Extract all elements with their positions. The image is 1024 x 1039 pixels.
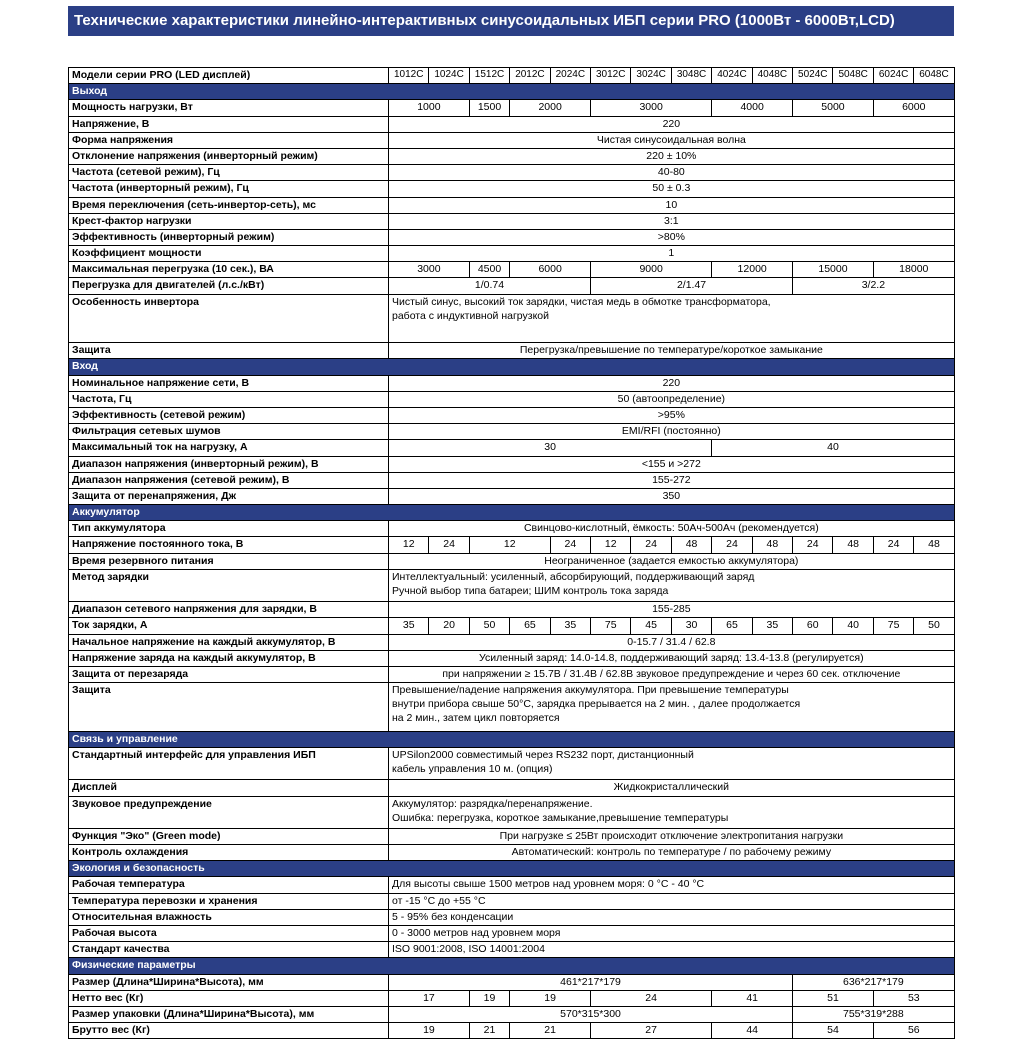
spec-row <box>69 181 955 197</box>
spec-value: 12 <box>389 537 429 553</box>
spec-value: Интеллектуальный: усиленный, абсорбирующий, поддерживающий заряд Ручной выбор типа батареи; ШИМ контроль тока заряда <box>389 569 955 601</box>
spec-value: 48 <box>914 537 954 553</box>
model-name: 2024C <box>550 68 590 84</box>
spec-value: 75 <box>591 618 631 634</box>
spec-label: Крест-фактор нагрузки <box>69 213 389 229</box>
spec-value: 48 <box>671 537 711 553</box>
spec-value: 570*315*300 <box>389 1006 793 1022</box>
spec-label: Время резервного питания <box>69 553 389 569</box>
spec-value: 21 <box>510 1023 591 1039</box>
spec-value: 755*319*288 <box>793 1006 955 1022</box>
spec-value: 4500 <box>469 262 509 278</box>
spec-label: Максимальная перегрузка (10 сек.), ВА <box>69 262 389 278</box>
spec-value: 24 <box>591 990 712 1006</box>
spec-label: Рабочая высота <box>69 926 389 942</box>
spec-label: Особенность инвертора <box>69 294 389 343</box>
spec-value: >95% <box>389 407 955 423</box>
spec-value: 27 <box>591 1023 712 1039</box>
spec-value: Для высоты свыше 1500 метров над уровнем моря: 0 °C - 40 °C <box>389 877 955 893</box>
spec-label: Нетто вес (Кг) <box>69 990 389 1006</box>
spec-table-container <box>68 67 955 1039</box>
spec-row <box>69 116 955 132</box>
models-header-label: Модели серии PRO (LED дисплей) <box>69 68 389 84</box>
spec-row <box>69 990 955 1006</box>
spec-value: 30 <box>671 618 711 634</box>
spec-label: Перегрузка для двигателей (л.с./кВт) <box>69 278 389 294</box>
spec-value: 4000 <box>712 100 793 116</box>
spec-label: Рабочая температура <box>69 877 389 893</box>
spec-row <box>69 1006 955 1022</box>
page-title: Технические характеристики линейно-интерактивных синусоидальных ИБП серии PRO (1000Вт - 6000Вт,LCD) <box>68 6 954 36</box>
spec-value: EMI/RFI (постоянно) <box>389 424 955 440</box>
spec-label: Коэффициент мощности <box>69 246 389 262</box>
spec-label: Эффективность (сетевой режим) <box>69 407 389 423</box>
model-name: 5048C <box>833 68 873 84</box>
spec-row <box>69 569 955 601</box>
spec-value: Чистая синусоидальная волна <box>389 132 955 148</box>
spec-value: 12 <box>591 537 631 553</box>
spec-value: 18000 <box>873 262 954 278</box>
spec-label: Фильтрация сетевых шумов <box>69 424 389 440</box>
spec-row <box>69 780 955 796</box>
spec-value: 75 <box>873 618 913 634</box>
spec-row <box>69 407 955 423</box>
spec-label: Брутто вес (Кг) <box>69 1023 389 1039</box>
spec-value: 30 <box>389 440 712 456</box>
section-title: Вход <box>69 359 955 375</box>
spec-label: Диапазон напряжения (инверторный режим), В <box>69 456 389 472</box>
spec-label: Максимальный ток на нагрузку, А <box>69 440 389 456</box>
spec-value: Свинцово-кислотный, ёмкость: 50Ач-500Ач (рекомендуется) <box>389 521 955 537</box>
spec-label: Начальное напряжение на каждый аккумулятор, В <box>69 634 389 650</box>
spec-label: Диапазон напряжения (сетевой режим), В <box>69 472 389 488</box>
spec-value: 2/1.47 <box>591 278 793 294</box>
spec-row <box>69 942 955 958</box>
spec-value: 20 <box>429 618 469 634</box>
spec-value: 5000 <box>793 100 874 116</box>
spec-value: 56 <box>873 1023 954 1039</box>
spec-row <box>69 294 955 343</box>
spec-value: 220 <box>389 375 955 391</box>
spec-value: 35 <box>389 618 429 634</box>
spec-value: Аккумулятор: разрядка/перенапряжение. Ошибка: перегрузка, короткое замыкание,превышение температуры <box>389 796 955 828</box>
spec-row <box>69 602 955 618</box>
spec-value: 461*217*179 <box>389 974 793 990</box>
section-title: Физические параметры <box>69 958 955 974</box>
spec-row <box>69 974 955 990</box>
spec-value: 21 <box>469 1023 509 1039</box>
spec-label: Звуковое предупреждение <box>69 796 389 828</box>
spec-label: Относительная влажность <box>69 909 389 925</box>
spec-row <box>69 683 955 732</box>
spec-table <box>68 67 955 1039</box>
model-name: 6024C <box>873 68 913 84</box>
spec-row <box>69 100 955 116</box>
spec-value: 2000 <box>510 100 591 116</box>
spec-row <box>69 148 955 164</box>
spec-value: 40 <box>712 440 954 456</box>
spec-value: 40 <box>833 618 873 634</box>
spec-label: Ток зарядки, А <box>69 618 389 634</box>
spec-value: 1000 <box>389 100 470 116</box>
spec-value: 48 <box>752 537 792 553</box>
spec-value: 1500 <box>469 100 509 116</box>
spec-label: Защита от перезаряда <box>69 666 389 682</box>
spec-value: 19 <box>510 990 591 1006</box>
spec-row <box>69 796 955 828</box>
spec-row <box>69 197 955 213</box>
spec-label: Эффективность (инверторный режим) <box>69 229 389 245</box>
spec-label: Стандарт качества <box>69 942 389 958</box>
spec-value: 60 <box>793 618 833 634</box>
spec-label: Отклонение напряжения (инверторный режим) <box>69 148 389 164</box>
spec-label: Функция "Эко" (Green mode) <box>69 828 389 844</box>
spec-value: 65 <box>510 618 550 634</box>
spec-row <box>69 650 955 666</box>
spec-value: Автоматический: контроль по температуре / по рабочему режиму <box>389 845 955 861</box>
section-header <box>69 861 955 877</box>
spec-row <box>69 343 955 359</box>
model-name: 4048C <box>752 68 792 84</box>
spec-value: 50 <box>914 618 954 634</box>
model-name: 3012C <box>591 68 631 84</box>
spec-value: 48 <box>833 537 873 553</box>
model-name: 4024C <box>712 68 752 84</box>
spec-value: 51 <box>793 990 874 1006</box>
spec-value: 45 <box>631 618 671 634</box>
section-title: Аккумулятор <box>69 505 955 521</box>
spec-row <box>69 618 955 634</box>
spec-label: Форма напряжения <box>69 132 389 148</box>
spec-label: Размер (Длина*Ширина*Высота), мм <box>69 974 389 990</box>
spec-value: 0 - 3000 метров над уровнем моря <box>389 926 955 942</box>
spec-label: Мощность нагрузки, Вт <box>69 100 389 116</box>
model-name: 6048C <box>914 68 954 84</box>
model-name: 1512C <box>469 68 509 84</box>
spec-label: Дисплей <box>69 780 389 796</box>
spec-label: Частота (сетевой режим), Гц <box>69 165 389 181</box>
spec-row <box>69 229 955 245</box>
spec-value: 220 <box>389 116 955 132</box>
spec-label: Номинальное напряжение сети, В <box>69 375 389 391</box>
spec-value: 44 <box>712 1023 793 1039</box>
spec-row <box>69 909 955 925</box>
spec-row <box>69 877 955 893</box>
spec-value: <155 и >272 <box>389 456 955 472</box>
spec-value: 10 <box>389 197 955 213</box>
spec-row <box>69 926 955 942</box>
spec-value: ISO 9001:2008, ISO 14001:2004 <box>389 942 955 958</box>
spec-value: 50 ± 0.3 <box>389 181 955 197</box>
spec-row <box>69 246 955 262</box>
spec-value: 53 <box>873 990 954 1006</box>
spec-row <box>69 488 955 504</box>
spec-value: 19 <box>389 1023 470 1039</box>
spec-value: 17 <box>389 990 470 1006</box>
spec-value: 1/0.74 <box>389 278 591 294</box>
spec-value: Усиленный заряд: 14.0-14.8, поддерживающий заряд: 13.4-13.8 (регулируется) <box>389 650 955 666</box>
section-title: Связь и управление <box>69 731 955 747</box>
spec-row <box>69 1023 955 1039</box>
spec-value: 3:1 <box>389 213 955 229</box>
spec-value: 24 <box>429 537 469 553</box>
spec-row <box>69 440 955 456</box>
section-title: Экология и безопасность <box>69 861 955 877</box>
model-name: 1024C <box>429 68 469 84</box>
spec-value: 0-15.7 / 31.4 / 62.8 <box>389 634 955 650</box>
spec-value: Неограниченное (задается емкостью аккумулятора) <box>389 553 955 569</box>
spec-value: 12000 <box>712 262 793 278</box>
spec-row <box>69 828 955 844</box>
spec-row <box>69 391 955 407</box>
spec-value: Чистый синус, высокий ток зарядки, чистая медь в обмотке трансформатора, работа с индуктивной нагрузкой <box>389 294 955 343</box>
spec-value: 41 <box>712 990 793 1006</box>
spec-value: 155-285 <box>389 602 955 618</box>
section-title: Выход <box>69 84 955 100</box>
models-header-row <box>69 68 955 84</box>
spec-row <box>69 893 955 909</box>
spec-value: 50 (автоопределение) <box>389 391 955 407</box>
spec-value: Жидкокристаллический <box>389 780 955 796</box>
section-header <box>69 731 955 747</box>
spec-row <box>69 375 955 391</box>
spec-value: 3000 <box>389 262 470 278</box>
spec-row <box>69 666 955 682</box>
spec-value: 24 <box>793 537 833 553</box>
spec-value: При нагрузке ≤ 25Вт происходит отключение электропитания нагрузки <box>389 828 955 844</box>
spec-row <box>69 521 955 537</box>
spec-value: 6000 <box>510 262 591 278</box>
spec-value: 24 <box>550 537 590 553</box>
spec-row <box>69 165 955 181</box>
spec-label: Частота, Гц <box>69 391 389 407</box>
spec-value: 40-80 <box>389 165 955 181</box>
spec-row <box>69 634 955 650</box>
spec-value: 220 ± 10% <box>389 148 955 164</box>
spec-label: Напряжение постоянного тока, В <box>69 537 389 553</box>
spec-value: 6000 <box>873 100 954 116</box>
spec-label: Метод зарядки <box>69 569 389 601</box>
spec-value: 15000 <box>793 262 874 278</box>
spec-value: 3000 <box>591 100 712 116</box>
section-header <box>69 505 955 521</box>
spec-row <box>69 278 955 294</box>
spec-value: Перегрузка/превышение по температуре/короткое замыкание <box>389 343 955 359</box>
spec-label: Температура перевозки и хранения <box>69 893 389 909</box>
spec-value: 350 <box>389 488 955 504</box>
spec-row <box>69 845 955 861</box>
spec-label: Напряжение заряда на каждый аккумулятор, В <box>69 650 389 666</box>
spec-value: 54 <box>793 1023 874 1039</box>
spec-row <box>69 537 955 553</box>
spec-value: 24 <box>712 537 752 553</box>
spec-label: Тип аккумулятора <box>69 521 389 537</box>
spec-row <box>69 262 955 278</box>
model-name: 3024C <box>631 68 671 84</box>
spec-row <box>69 553 955 569</box>
spec-row <box>69 213 955 229</box>
spec-label: Защита <box>69 683 389 732</box>
spec-label: Частота (инверторный режим), Гц <box>69 181 389 197</box>
section-header <box>69 958 955 974</box>
spec-value: 3/2.2 <box>793 278 955 294</box>
spec-row <box>69 424 955 440</box>
section-header <box>69 84 955 100</box>
spec-label: Стандартный интерфейс для управления ИБП <box>69 747 389 779</box>
spec-value: от -15 °C до +55 °C <box>389 893 955 909</box>
model-name: 5024C <box>793 68 833 84</box>
spec-label: Диапазон сетевого напряжения для зарядки, В <box>69 602 389 618</box>
spec-value: Превышение/падение напряжения аккумулятора. При превышение температуры внутри прибора свыше 50°C, зарядка прерывается на 2 мин. , далее продолжается на 2 мин., затем цикл повторяется <box>389 683 955 732</box>
spec-label: Напряжение, В <box>69 116 389 132</box>
spec-label: Контроль охлаждения <box>69 845 389 861</box>
spec-row <box>69 456 955 472</box>
spec-value: 24 <box>631 537 671 553</box>
spec-value: 155-272 <box>389 472 955 488</box>
spec-value: 19 <box>469 990 509 1006</box>
spec-row <box>69 747 955 779</box>
spec-value: >80% <box>389 229 955 245</box>
spec-value: при напряжении ≥ 15.7В / 31.4В / 62.8В звуковое предупреждение и через 60 сек. отключение <box>389 666 955 682</box>
model-name: 3048C <box>671 68 711 84</box>
spec-label: Защита <box>69 343 389 359</box>
spec-row <box>69 132 955 148</box>
model-name: 1012C <box>389 68 429 84</box>
spec-value: 1 <box>389 246 955 262</box>
section-header <box>69 359 955 375</box>
spec-value: 5 - 95% без конденсации <box>389 909 955 925</box>
spec-label: Время переключения (сеть-инвертор-сеть), мс <box>69 197 389 213</box>
spec-value: 9000 <box>591 262 712 278</box>
spec-row <box>69 472 955 488</box>
spec-value: 50 <box>469 618 509 634</box>
spec-value: 12 <box>469 537 550 553</box>
spec-label: Размер упаковки (Длина*Ширина*Высота), мм <box>69 1006 389 1022</box>
spec-value: UPSilon2000 совместимый через RS232 порт, дистанционный кабель управления 10 м. (опция) <box>389 747 955 779</box>
spec-label: Защита от перенапряжения, Дж <box>69 488 389 504</box>
spec-value: 35 <box>550 618 590 634</box>
spec-value: 65 <box>712 618 752 634</box>
spec-value: 24 <box>873 537 913 553</box>
model-name: 2012C <box>510 68 550 84</box>
spec-value: 636*217*179 <box>793 974 955 990</box>
spec-value: 35 <box>752 618 792 634</box>
